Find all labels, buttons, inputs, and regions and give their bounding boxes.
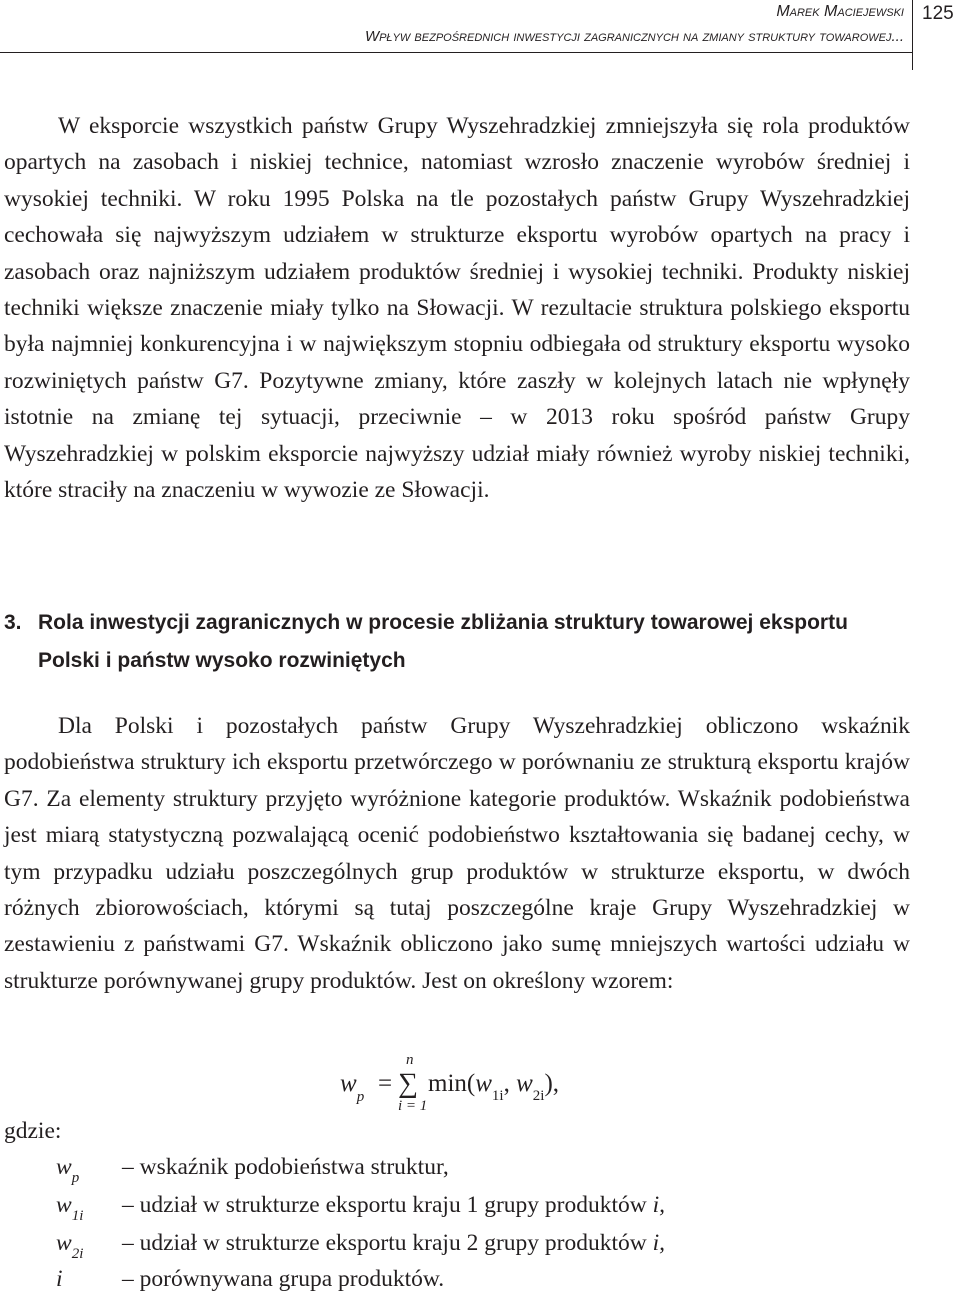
page-number: 125	[922, 3, 954, 24]
legend-row-w2i	[4, 1230, 910, 1266]
header-rule-horizontal	[0, 52, 912, 53]
header-running-title: Wpływ bezpośrednich inwestycji zagranicznych na zmiany struktury towarowej...	[364, 28, 904, 45]
running-header	[0, 0, 960, 70]
section-title-line-1: Rola inwestycji zagranicznych w procesie zbliżania struktury towarowej eksportu	[38, 611, 848, 634]
formula-sigma: ∑	[398, 1068, 418, 1099]
legend-symbol: i	[56, 1266, 63, 1292]
section-number: 3.	[4, 611, 22, 634]
legend-symbol: $w_{1i}$	[56, 1192, 84, 1224]
formula-body: $\min(w_{1i}$, $w_{2i}$),	[428, 1070, 560, 1104]
section-title-line-2: Polski i państw wysoko rozwiniętych	[38, 649, 406, 672]
legend-description: – porównywana grupa produktów.	[122, 1266, 445, 1292]
legend-description: – udział w strukturze eksportu kraju 2 grupy produktów i,	[122, 1230, 666, 1256]
header-rule-vertical	[912, 0, 913, 70]
formula-upper-limit: n	[406, 1052, 414, 1068]
legend-symbol: $w_p$	[56, 1154, 80, 1186]
legend-description: – udział w strukturze eksportu kraju 1 grupy produktów i,	[122, 1192, 666, 1218]
legend-row-w1i	[4, 1192, 910, 1228]
legend-description: – wskaźnik podobieństwa struktur,	[122, 1154, 449, 1180]
section-heading	[4, 604, 910, 680]
formula-equals: =	[378, 1070, 393, 1097]
gdzie-label: gdzie:	[4, 1118, 62, 1144]
legend-row-i	[4, 1266, 910, 1302]
legend-symbol: $w_{2i}$	[56, 1230, 84, 1262]
formula-lower-limit: i = 1	[398, 1098, 428, 1114]
similarity-index-formula	[340, 1052, 640, 1116]
header-author: Marek Maciejewski	[776, 3, 904, 20]
legend-row-wp	[4, 1154, 910, 1190]
body-paragraph-2: Dla Polski i pozostałych państw Grupy Wyszehradzkiej obliczono wskaźnik podobieństwa struktury ich eksportu przetwórczego w porównaniu ze strukturą eksportu krajów G7. Za elementy struktury przyjęto wyróżnione kategorie produktów. Wskaźnik podobieństwa jest miarą statystyczną pozwalającą ocenić podobieństwo kształtowania się badanej cechy, w tym przypadku udziału poszczególnych grup produktów w strukturze eksportu, w dwóch różnych zbiorowościach, którymi są tutaj poszczególne kraje Grupy Wyszehradzkiej w zestawieniu z państwami G7. Wskaźnik obliczono jako sumę mniejszych wartości udziału w strukturze porównywanej grupy produktów. Jest on określony wzorem:	[4, 713, 910, 994]
body-paragraph-1: W eksporcie wszystkich państw Grupy Wyszehradzkiej zmniejszyła się rola produktów opartych na zasobach i niskiej technice, natomiast wzrosło znaczenie wyrobów średniej i wysokiej techniki. W roku 1995 Polska na tle pozostałych państw Grupy Wyszehradzkiej cechowała się najwyższym udziałem w strukturze eksportu wyrobów opartych na pracy i zasobach oraz najniższym udziałem produktów średniej i wysokiej techniki. Produkty niskiej techniki większe znaczenie miały tylko na Słowacji. W rezultacie struktura polskiego eksportu była najmniej konkurencyjna i w największym stopniu odbiegała od struktury eksportu wysoko rozwiniętych państw G7. Pozytywne zmiany, które zaszły w kolejnych latach nie wpłynęły istotnie na zmianę tej sytuacji, przeciwnie – w 2013 roku spośród państw Grupy Wyszehradzkiej w polskim eksporcie najwyższy udział miały również wyroby niskiej techniki, które straciły na znaczeniu w wywozie ze Słowacji.	[4, 113, 910, 504]
formula-lhs: $w_p$	[340, 1070, 365, 1105]
